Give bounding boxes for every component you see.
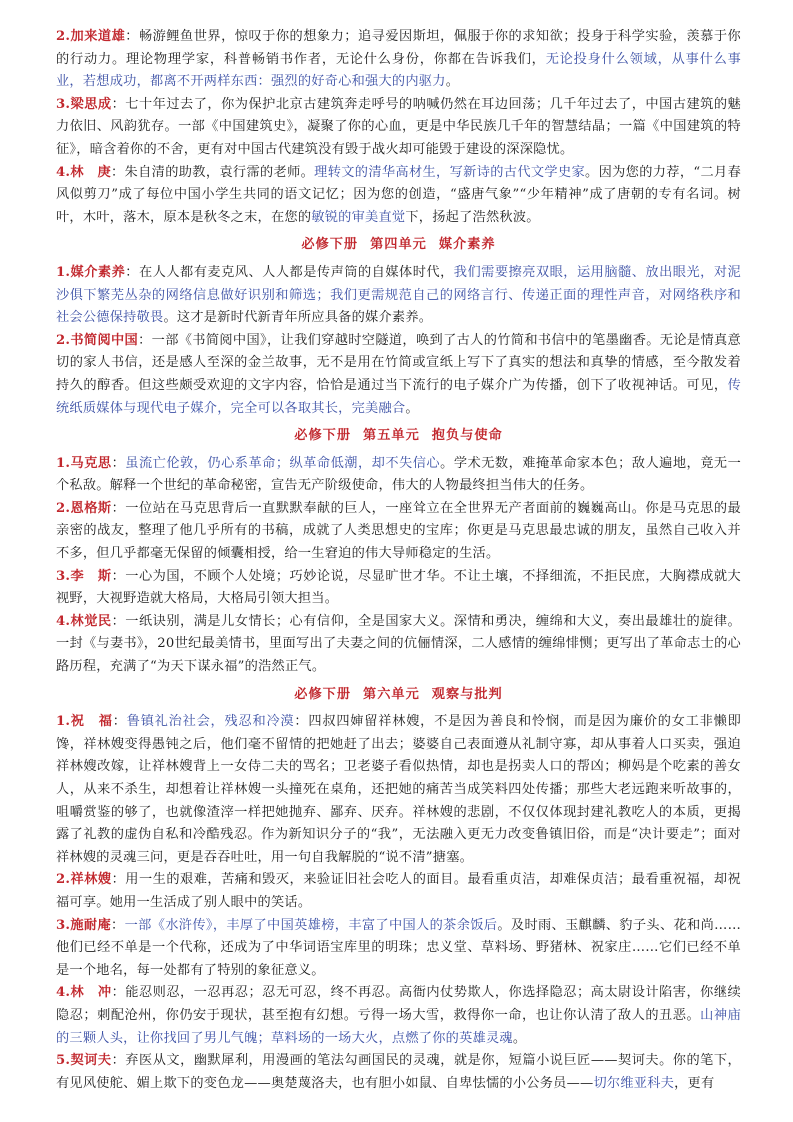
body-text: ：一纸诀别，满是儿女情长；心有信仰，全是国家大义。深情和勇决，缠绵和大义，奏出最雄壮的旋律。一封《与妻书》，20世纪最美情书，里面写出了夫妻之间的伉俪情深，二人感情的缠绵悱恻；更写出了革命志士的心路历程，充满了“为天下谋永福”的浩然正气。 (56, 613, 741, 675)
section-unit: 第五单元 (363, 428, 420, 444)
entry-label: 1.祝 福 (56, 714, 113, 730)
entry-paragraph (56, 94, 741, 162)
body-text: 。 (512, 1030, 527, 1046)
highlighted-text: 无论投身什么领域，从事什么事业，若想成功，都离不开两样东西：强烈的好奇心和强大的内驱力 (56, 51, 742, 90)
body-text: 。这才是新时代新青年所应具备的媒介素养。 (163, 310, 433, 326)
entry-label: 2.恩格斯 (56, 500, 112, 516)
entry-paragraph (56, 330, 741, 420)
entry-label: 2.加来道雄 (56, 29, 126, 44)
entry-paragraph (56, 915, 741, 983)
entry-label: 1.媒介素养 (56, 264, 126, 280)
entry-label: 4.林 庚 (56, 164, 112, 180)
body-text: ：一位站在马克思背后一直默默奉献的巨人，一座耸立在全世界无产者面前的巍巍高山。你是马克思的最亲密的战友，整理了他几乎所有的书稿，成就了人类思想史的宝库；你更是马克思最忠诚的朋友，虽然自己收入并不多，但几乎都毫无保留的倾囊相授，给一生窘迫的伟大导师稳定的生活。 (56, 500, 741, 562)
highlighted-text: 鲁镇礼治社会，残忍和冷漠 (126, 714, 295, 730)
body-text: ： (111, 455, 126, 471)
entry-label: 3.李 斯 (56, 568, 112, 584)
entry-paragraph (56, 262, 741, 330)
highlighted-text: 敏锐的审美直觉 (311, 209, 406, 225)
entry-paragraph (56, 611, 741, 679)
highlighted-text: 理转文的清华高材生，写新诗的古代文学史家 (314, 164, 586, 180)
section-heading (56, 234, 741, 257)
section-unit: 第四单元 (370, 237, 427, 253)
section-unit: 第六单元 (363, 686, 420, 702)
entry-paragraph (56, 162, 741, 230)
body-text: ： (112, 714, 127, 730)
body-text: ：七十年过去了，你为保护北京古建筑奔走呼号的呐喊仍然在耳边回荡；几千年过去了，中国古建筑的魅力依旧、风韵犹存。一部《中国建筑史》，凝聚了你的心血，更是中华民族几千年的智慧结晶；一篇《中国建筑的特征》，暗含着你的不舍，更有对中国古代建筑没有毁于战火却可能毁于建设的深深隐忧。 (56, 96, 741, 157)
entry-paragraph (56, 711, 741, 869)
highlighted-text: 一部《水浒传》，丰厚了中国英雄榜，丰富了中国人的茶余饭后 (124, 917, 498, 933)
entry-label: 4.林觉民 (56, 613, 112, 629)
entry-paragraph (56, 1050, 741, 1095)
section-title: 必修下册 (294, 686, 352, 702)
entry-paragraph (56, 498, 741, 566)
section-theme: 媒介素养 (438, 237, 496, 253)
entry-label: 5.契诃夫 (56, 1053, 112, 1069)
body-text: ：四叔四婶留祥林嫂，不是因为善良和怜悯，而是因为廉价的女工非懒即馋，祥林嫂变得愚钝之后，他们毫不留情的把她赶了出去；婆婆自己表面遵从礼制守寡，却从事着人口买卖，强迫祥林嫂改嫁，让祥林嫂背上一女侍二夫的骂名；卫老婆子看似热情，却也是拐卖人口的帮凶；柳妈是个吃素的善女人，从来不杀生，却想着让祥林嫂一头撞死在桌角，还把她的痛苦当成笑料四处传播；那些大老远跑来听故事的，咀嚼赏鉴的够了，也就像渣滓一样把她抛弃、鄙弃、厌弃。祥林嫂的悲剧，不仅仅体现封建礼教吃人的本质，更揭露了礼教的虚伪自私和冷酷残忍。作为新知识分子的“我”，无法融入更无力改变鲁镇旧俗，而是“决计要走”；面对祥林嫂的灵魂三问，更是吞吞吐吐，用一句自我解脱的“说不清”搪塞。 (56, 714, 742, 865)
body-text: ：用一生的艰难，苦痛和毁灭，来验证旧社会吃人的面目。最看重贞洁，却难保贞洁；最看重祝福，却祝福可享。她用一生活成了别人眼中的笑话。 (56, 872, 741, 910)
highlighted-text: 切尔维亚科夫 (593, 1075, 675, 1091)
highlighted-text: 我们需要擦亮双眼，运用脑髓、放出眼光，对泥沙俱下繁芜丛杂的网络信息做好识别和筛选；我们更需规范自己的网络言行、传递正面的理性声音，对网络秩序和社会公德保持敬畏 (56, 264, 741, 326)
body-text: ：能忍则忍，一忍再忍；忍无可忍，终不再忍。高衙内仗势欺人，你选择隐忍；高太尉设计陷害，你继续隐忍；刺配沧州，你仍安于现状，甚至抱有幻想。亏得一场大雪，救得你一命，也让你认清了敌人的丑恶。 (56, 985, 741, 1023)
entry-label: 3.梁思成 (56, 96, 112, 112)
body-text: ：朱自清的助教，袁行霈的老师。 (111, 164, 315, 180)
entry-label: 2.书简阅中国 (56, 332, 139, 348)
entry-label: 1.马克思 (56, 455, 112, 471)
body-text: ：在人人都有麦克风、人人都是传声筒的自媒体时代， (125, 264, 454, 280)
entry-paragraph (56, 982, 741, 1050)
entry-label: 4.林 冲 (56, 985, 112, 1001)
body-text: 。 (445, 74, 460, 90)
section-title: 必修下册 (294, 428, 352, 444)
section-theme: 观察与批判 (431, 686, 503, 702)
highlighted-text: 山神庙的三颗人头，让你找回了男儿气魄；草料场的一场大火，点燃了你的英雄灵魂 (56, 1007, 742, 1046)
body-text: ：畅游鲤鱼世界，惊叹于你的想象力；追寻爱因斯坦，佩服于你的求知欲；投身于科学实验，羡慕于你的行动力。理论物理学家，科普畅销书作者，无论什么身份，你都在告诉我们， (56, 29, 741, 67)
body-text: ：弃医从文，幽默犀利，用漫画的笔法勾画国民的灵魂，就是你，短篇小说巨匠——契诃夫。你的笔下，有见风使舵、媚上欺下的变色龙——奥楚蔑洛夫，也有胆小如鼠、自卑怯懦的小公务员—— (56, 1053, 741, 1091)
body-text: 。及时雨、玉麒麟、豹子头、花和尚……他们已经不单是一个代称，还成为了中华词语宝库里的明珠；忠义堂、草料场、野猪林、祝家庄……它们已经不单是一个地名，每一处都有了特别的象征意义。 (56, 917, 742, 978)
body-text: 。学术无数，难掩革命家本色；敌人遍地，竟无一个私敌。解释一个世纪的革命秘密，宣告无产阶级使命，伟大的人物最终担当伟大的任务。 (56, 455, 742, 494)
entry-label: 3.施耐庵 (56, 917, 112, 933)
highlighted-text: 传统纸质媒体与现代电子媒介，完全可以各取其长，完美融合 (56, 377, 741, 416)
body-text: ：一部《书简阅中国》，让我们穿越时空隧道，唤到了古人的竹简和书信中的笔墨幽香。无论是情真意切的家人书信，还是感人至深的金兰故事，无不是用在竹简或宣纸上写下了真实的想法和真挚的情感，至今散发着持久的醇香。但这些颇受欢迎的文字内容，恰恰是通过当下流行的电子媒介广为传播，创下了收视神话。可见， (56, 332, 741, 393)
entry-paragraph (56, 566, 741, 611)
entry-paragraph (56, 869, 741, 914)
body-text: ： (111, 917, 125, 933)
entry-label: 2.祥林嫂 (56, 872, 112, 888)
section-theme: 抱负与使命 (431, 428, 503, 444)
section-heading (56, 425, 741, 448)
section-heading (56, 684, 741, 707)
section-title: 必修下册 (301, 237, 359, 253)
highlighted-text: 虽流亡伦敦，仍心系革命；纵革命低潮，却不失信心 (125, 455, 441, 471)
body-text: 。因为您的力荐，“二月春风似剪刀”成了每位中国小学生共同的语文记忆；因为您的创造，“盛唐气象”“少年精神”成了唐朝的专有名词。树叶，木叶，落木，原本是秋冬之末，在您的 (56, 164, 742, 225)
body-text: 下，扬起了浩然秋波。 (405, 209, 540, 225)
body-text: ：一心为国，不顾个人处境；巧妙论说，尽显旷世才华。不让土壤，不择细流，不拒民庶，大胸襟成就大视野，大视野造就大格局，大格局引领大担当。 (56, 568, 741, 607)
body-text: ，更有 (674, 1075, 715, 1091)
entry-paragraph (56, 453, 741, 498)
body-text: 。 (405, 400, 419, 416)
entry-paragraph (56, 26, 741, 94)
